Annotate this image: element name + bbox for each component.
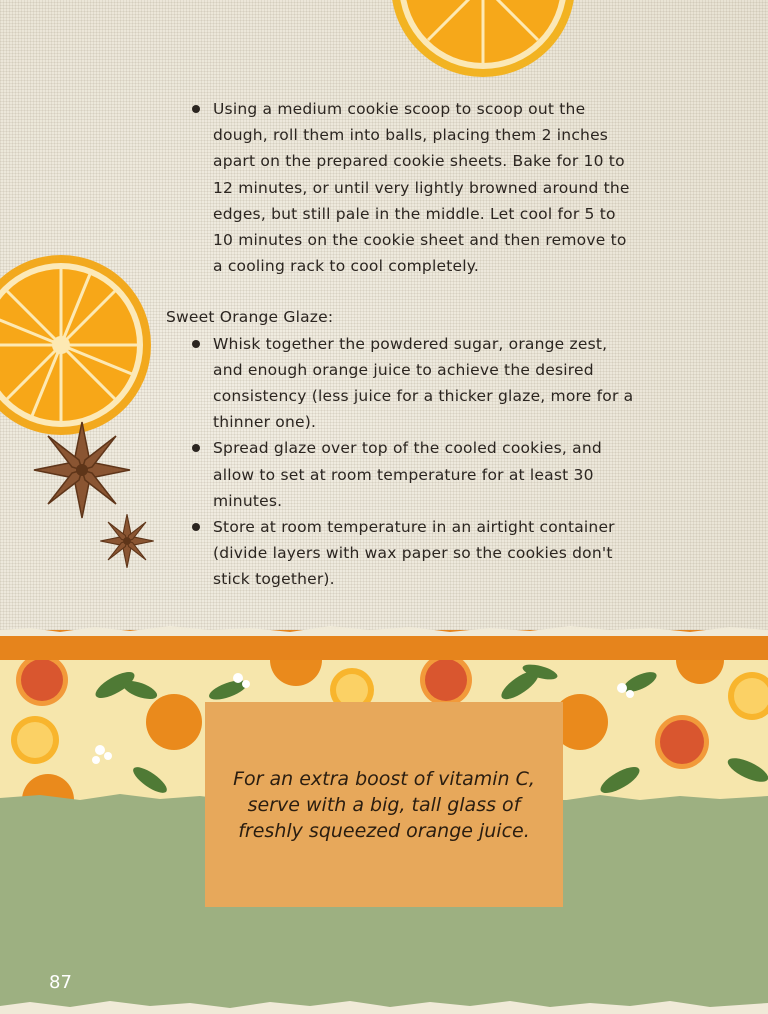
recipe-instructions bbox=[166, 96, 636, 593]
bullet-icon bbox=[192, 105, 200, 113]
bullet-icon bbox=[192, 523, 200, 531]
list-item bbox=[166, 96, 636, 279]
tip-text: For an extra boost of vitamin C, serve with a big, tall glass of freshly squeezed orange juice. bbox=[233, 767, 535, 842]
torn-edge bbox=[0, 996, 768, 1014]
list-item bbox=[166, 435, 636, 514]
step-text: Spread glaze over top of the cooled cookies, and allow to set at room temperature for at least 30 minutes. bbox=[213, 439, 602, 510]
orange-slice-icon bbox=[0, 252, 154, 438]
star-anise-icon bbox=[30, 418, 134, 522]
step-text: Whisk together the powdered sugar, orange zest, and enough orange juice to achieve the desired consistency (less juice for a thicker glaze, more for a thinner one). bbox=[213, 334, 634, 432]
list-item bbox=[166, 514, 636, 593]
torn-edge bbox=[0, 620, 768, 636]
glaze-step-list bbox=[166, 331, 636, 593]
bullet-icon bbox=[192, 340, 200, 348]
star-anise-icon bbox=[98, 512, 156, 570]
tip-card bbox=[205, 702, 563, 907]
glaze-heading: Sweet Orange Glaze: bbox=[166, 308, 334, 327]
bullet-icon bbox=[192, 444, 200, 452]
step-list bbox=[166, 96, 636, 279]
step-text: Store at room temperature in an airtight container (divide layers with wax paper so the cookies don't stick together). bbox=[213, 518, 615, 589]
step-text: Using a medium cookie scoop to scoop out the dough, roll them into balls, placing them 2 inches apart on the prepared cookie sheets. Bake for 10 to 12 minutes, or until very lightly browned around the edges, but still pale in the middle. Let cool for 5 to 10 minutes on the cookie sheet and then remove to a cooling rack to cool completely. bbox=[213, 100, 630, 276]
list-item bbox=[166, 331, 636, 436]
orange-slice-icon bbox=[388, 0, 578, 80]
page-number: 87 bbox=[49, 972, 72, 993]
